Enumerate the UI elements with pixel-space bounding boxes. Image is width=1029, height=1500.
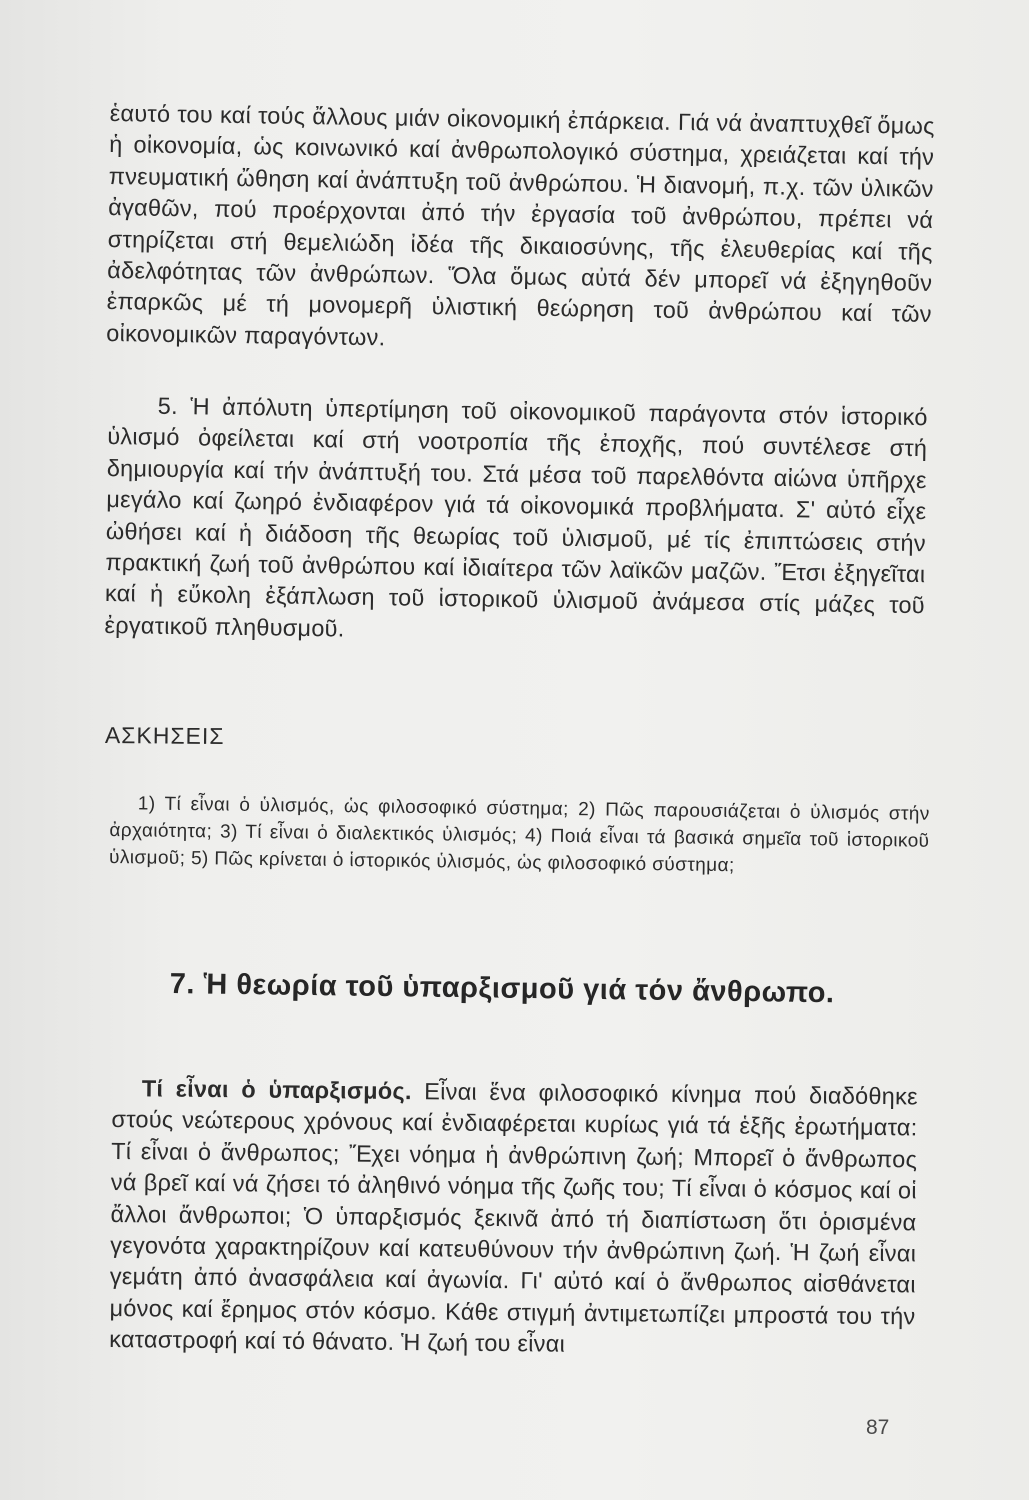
point-five-paragraph: 5. Ἡ ἀπόλυτη ὑπερτίμηση τοῦ οἰκονομικοῦ παράγοντα στόν ἱστορικό ὑλισμό ὀφείλεται καί στή νοοτροπία τῆς ἐποχῆς, πού συντέλεσε στή δημιουργία καί τήν ἀνάπτυξή του. Στά μέσα τοῦ παρελθόντα αἰώνα ὑπῆρχε μεγάλο καί ζωηρό ἐνδιαφέρον γιά τά οἰκονομικά προβλήματα. Σ' αὐτό εἶχε ὠθήσει καί ἡ διάδοση τῆς θεωρίας τοῦ ὑλισμοῦ, μέ τίς ἐπιπτώσεις στήν πρακτική ζωή τοῦ ἀνθρώπου καί ἰδιαίτερα τῶν λαϊκῶν μαζῶν. Ἔτσι ἐξηγεῖται καί ἡ εὔκολη ἐξάπλωση τοῦ ἱστορικοῦ ὑλισμοῦ ἀνάμεσα στίς μάζες τοῦ ἐργατικοῦ πληθυσμοῦ. xyxy=(104,392,928,642)
existentialism-body: Εἶναι ἕνα φιλοσοφικό κίνημα πού διαδόθηκε στούς νεώτερους χρόνους καί ἐνδιαφέρεται κυρίως γιά τά ἑξῆς ἐρωτήματα: Τί εἶναι ὁ ἄνθρωπος; Ἔχει νόημα ἡ ἀνθρώπινη ζωή; Μπορεῖ ὁ ἄνθρωπος νά βρεῖ καί νά ζήσει τό ἀληθινό νόημα τῆς ζωῆς του; Τί εἶναι ὁ κόσμος καί οἱ ἄλλοι ἄνθρωποι; Ὁ ὑπαρξισμός ξεκινᾶ ἀπό τή διαπίστωση ὅτι ὁρισμένα γεγονότα χαρακτηρίζουν καί κατευθύνουν τήν ἀνθρώπινη ζωή. Ἡ ζωή εἶναι γεμάτη ἀπό ἀνασφάλεια καί ἀγωνία. Γι' αὐτό καί ὁ ἄνθρωπος αἰσθάνεται μόνος καί ἔρημος στόν κόσμο. Κάθε στιγμή ἀντιμετωπίζει μπροστά του τήν καταστροφή καί τό θάνατο. Ἡ ζωή του εἶναι xyxy=(109,1078,918,1358)
page-number: 87 xyxy=(866,1416,890,1439)
exercises-questions: 1) Τί εἶναι ὁ ὑλισμός, ὡς φιλοσοφικό σύστημα; 2) Πῶς παρουσιάζεται ὁ ὑλισμός στήν ἀρχαιότητα; 3) Τί εἶναι ὁ διαλεκτικός ὑλισμός; 4) Ποιά εἶναι τά βασικά σημεῖα τοῦ ἱστορικοῦ ὑλισμοῦ; 5) Πῶς κρίνεται ὁ ἱστορικός ὑλισμός, ὡς φιλοσοφικό σύστημα; xyxy=(108,793,930,877)
exercises-heading: ΑΣΚΗΣΕΙΣ xyxy=(104,722,225,750)
intro-paragraph: ἑαυτό του καί τούς ἄλλους μιάν οἰκονομική ἐπάρκεια. Γιά νά ἀναπτυχθεῖ ὅμως ἡ οἰκονομία, ὡς κοινωνικό καί ἀνθρωπολογικό σύστημα, χρειάζεται καί τήν πνευματική ὤθηση καί ἀνάπτυξη τοῦ ἀνθρώπου. Ἡ διανομή, π.χ. τῶν ὑλικῶν ἀγαθῶν, πού προέρχονται ἀπό τήν ἐργασία τοῦ ἀνθρώπου, πρέπει νά στηρίζεται στή θεμελιώδη ἰδέα τῆς δικαιοσύνης, τῆς ἐλευθερίας καί τῆς ἀδελφότητας τῶν ἀνθρώπων. Ὅλα ὅμως αὐτά δέν μπορεῖ νά ἐξηγηθοῦν ἐπαρκῶς μέ τή μονομερῆ ὑλιστική θεώρηση τοῦ ἀνθρώπου καί τῶν οἰκονομικῶν παραγόντων. xyxy=(106,99,935,351)
existentialism-paragraph xyxy=(109,1073,918,1364)
existentialism-lead: Τί εἶναι ὁ ὑπαρξισμός. xyxy=(141,1075,412,1105)
section-title: 7. Ἡ θεωρία τοῦ ὑπαρξισμοῦ γιά τόν ἄνθρωπο. xyxy=(169,968,835,1010)
